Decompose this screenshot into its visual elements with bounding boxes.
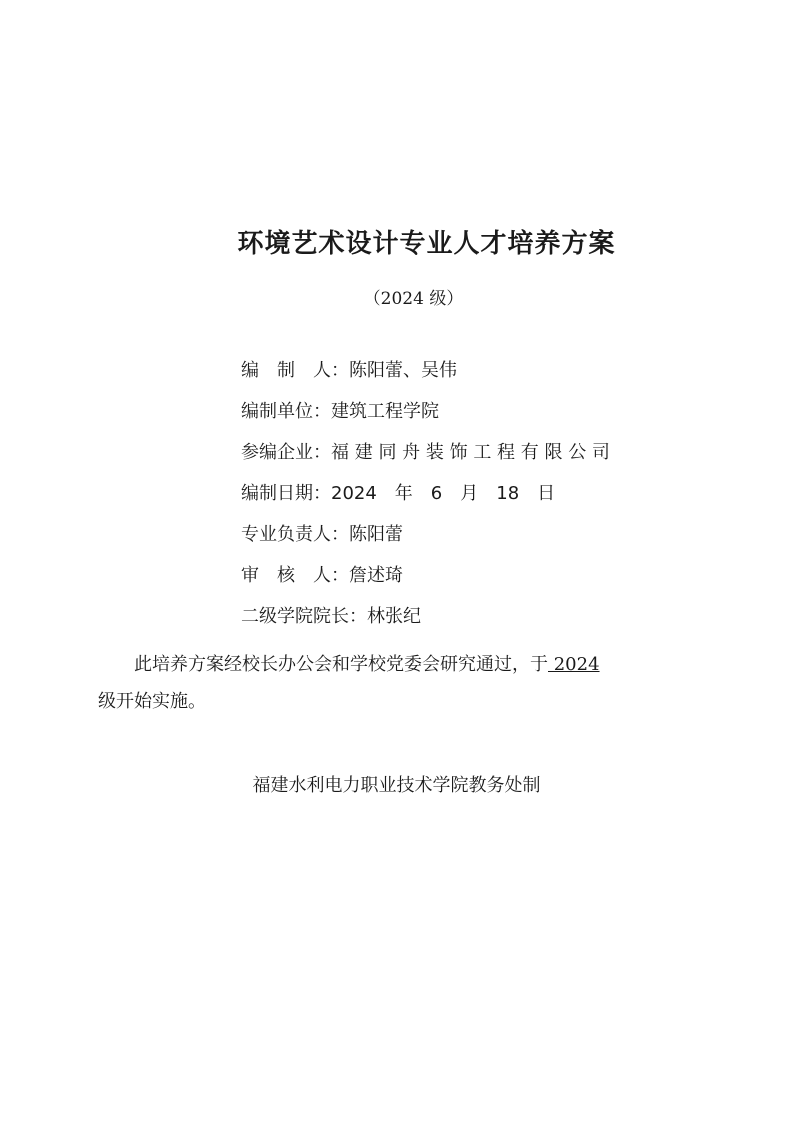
head-label: 专业负责人： — [241, 524, 349, 545]
unit-value: 建筑工程学院 — [331, 401, 439, 422]
grade-label: （2024 级） — [363, 289, 464, 309]
document-title: 环境艺术设计专业人才培养方案 — [237, 229, 616, 259]
compiler-row — [241, 357, 457, 385]
approval-paragraph — [98, 646, 708, 720]
reviewer-row — [241, 562, 403, 590]
dean-value: 林张纪 — [367, 606, 421, 627]
dean-label: 二级学院院长： — [241, 606, 367, 627]
date-value: 2024 年 6 月 18 日 — [331, 483, 556, 504]
unit-row — [241, 398, 439, 426]
reviewer-value: 詹述琦 — [349, 565, 403, 586]
compiler-label: 编 制 人： — [241, 360, 349, 381]
partner-label: 参编企业： — [241, 442, 331, 463]
issuer-line: 福建水利电力职业技术学院教务处制 — [252, 775, 541, 796]
approval-text: 此培养方案经校长办公会和学校党委会研究通过，于 — [134, 654, 548, 675]
partner-value: 福 建 同 舟 装 饰 工 程 有 限 公 司 — [331, 442, 610, 463]
head-row — [241, 521, 403, 549]
dean-row — [241, 603, 421, 631]
head-value: 陈阳蕾 — [349, 524, 403, 545]
approval-text-end: 级开始实施。 — [98, 691, 206, 712]
reviewer-label: 审 核 人： — [241, 565, 349, 586]
unit-label: 编制单位： — [241, 401, 331, 422]
compiler-value: 陈阳蕾、吴伟 — [349, 360, 457, 381]
approval-year: 2024 — [548, 654, 600, 675]
partner-row — [241, 439, 610, 467]
date-label: 编制日期： — [241, 483, 331, 504]
date-row — [241, 480, 555, 508]
